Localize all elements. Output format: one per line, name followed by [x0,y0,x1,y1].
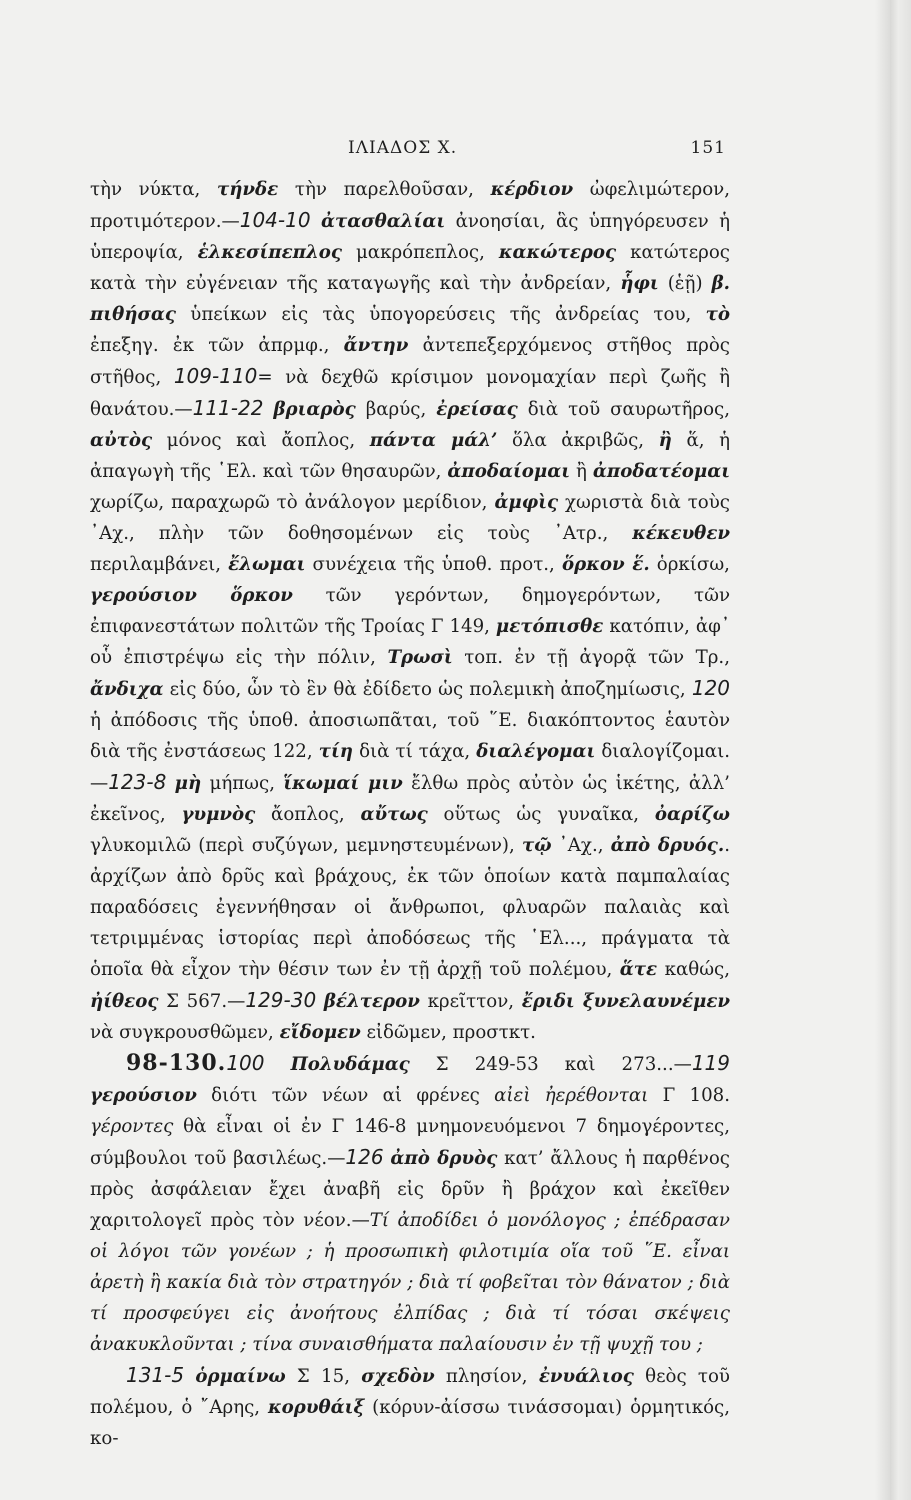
commentary-text [90,174,730,1454]
paragraph-2: 98-130.100 Πολυδάμας Σ 249-53 καὶ 273...—119 γερούσιον διότι τῶν νέων αἱ φρένες αἰεὶ ἠερέθονται Γ 108. γέροντες θὰ εἶναι οἱ ἐν Γ 146-8 μνημονευόμενοι 7 δημογέροντες, σύμβουλοι τοῦ βασιλέως.—126 ἀπὸ δρυὸς κατ’ ἄλλους ἡ παρθένος πρὸς ἀσφάλειαν ἔχει ἀναβῆ εἰς δρῦν ἢ βράχον καὶ ἐκεῖθεν χαριτολογεῖ πρὸς τὸν νέον.—Τί ἀποδίδει ὁ μονόλογος ; ἐπέδρασαν οἱ λόγοι τῶν γονέων ; ἡ προσωπικὴ φιλοτιμία οἵα τοῦ ῞Ε. εἶναι ἀρετὴ ἢ κακία διὰ τὸν στρατηγόν ; διὰ τί φοβεῖται τὸν θάνατον ; διὰ τί προσφεύγει εἰς ἀνοήτους ἐλπίδας ; διὰ τί τόσαι σκέψεις ἀνακυκλοῦνται ; τίνα συναισθήματα παλαίουσιν ἐν τῇ ψυχῇ του ; [90,1050,731,1355]
page-number: 151 [690,138,726,158]
page-gutter-shadow [875,0,890,1500]
paragraph-3: 131-5 ὁρμαίνω Σ 15, σχεδὸν πλησίον, ἐνυάλιος θεὸς τοῦ πολέμου, ὁ ῎Αρης, κορυθάιξ (κόρυν-ἀίσσω τινάσσομαι) ὁρμητικός, κο- [90,1363,730,1449]
page-edge [890,0,911,1500]
running-title: ΙΛΙΑΔΟΣ Χ. [348,138,458,158]
paragraph-1: τὴν νύκτα, τήνδε τὴν παρελθοῦσαν, κέρδιον ὠφελιμώτερον, προτιμότερον.—104-10 ἀτασθαλίαι ἀνοησίαι, ἃς ὑπηγόρευσεν ἡ ὑπεροψία, ἑλκεσίπεπλος μακρόπεπλος, κακώτερος κατώτερος κατὰ τὴν εὐγένειαν τῆς καταγωγῆς καὶ τὴν ἀνδρείαν, ἧφι (ἑῇ) β. πιθήσας ὑπείκων εἰς τὰς ὑπογορεύσεις τῆς ἀνδρείας του, τὸ ἐπεξηγ. ἐκ τῶν ἀπρμφ., ἄντην ἀντεπεξερχόμενος στῆθος πρὸς στῆθος, 109-110= νὰ δεχθῶ κρίσιμον μονομαχίαν περὶ ζωῆς ἢ θανάτου.—111-22 βριαρὸς βαρύς, ἐρείσας διὰ τοῦ σαυρωτῆρος, αὐτὸς μόνος καὶ ἄοπλος, πάντα μάλ’ ὅλα ἀκριβῶς, ἢ ἅ, ἡ ἀπαγωγὴ τῆς ῾Ελ. καὶ τῶν θησαυρῶν, ἀποδαίομαι ἢ ἀποδατέομαι χωρίζω, παραχωρῶ τὸ ἀνάλογον μερίδιον, ἀμφὶς χωριστὰ διὰ τοὺς ᾿Αχ., πλὴν τῶν δοθησομένων εἰς τοὺς ᾿Ατρ., κέκευθεν περιλαμβάνει, ἔλωμαι συνέχεια τῆς ὑποθ. προτ., ὅρκον ἕ. ὁρκίσω, γερούσιον ὅρκον τῶν γερόντων, δημογερόντων, τῶν ἐπιφανεστάτων πολιτῶν τῆς Τροίας Γ 149, μετόπισθε κατόπιν, ἀφ᾿ οὗ ἐπιστρέψω εἰς τὴν πόλιν, Τρωσὶ τοπ. ἐν τῇ ἀγορᾷ τῶν Τρ., ἄνδιχα εἰς δύο, ὧν τὸ ἓν θὰ ἐδίδετο ὡς πολεμικὴ ἀποζημίωσις, 120 ἡ ἀπόδοσις τῆς ὑποθ. ἀποσιωπᾶται, τοῦ ῞Ε. διακόπτοντος ἑαυτὸν διὰ τῆς ἐνστάσεως 122, τίη διὰ τί τάχα, διαλέγομαι διαλογίζομαι.—123-8 μὴ μήπως, ἵκωμαί μιν ἔλθω πρὸς αὐτὸν ὡς ἱκέτης, ἀλλ’ ἐκεῖνος, γυμνὸς ἄοπλος, αὔτως οὕτως ὡς γυναῖκα, ὀαρίζω γλυκομιλῶ (περὶ συζύγων, μεμνηστευμένων), τῷ ᾿Αχ., ἀπὸ δρυός.. ἀρχίζων ἀπὸ δρῦς καὶ βράχους, ἐκ τῶν ὁποίων κατὰ παμπαλαίας παραδόσεις ἐγεννήθησαν οἱ ἄνθρωποι, φλυαρῶν παλαιὰς καὶ τετριμμένας ἱστορίας περὶ ἀποδόσεως τῆς ῾Ελ..., πράγματα τὰ ὁποῖα θὰ εἶχον τὴν θέσιν των ἐν τῇ ἀρχῇ τοῦ πολέμου, ἅτε καθώς, ἠίθεος Σ 567.—129-30 βέλτερον κρεῖττον, ἔριδι ξυνελαυνέμεν νὰ συγκρουσθῶμεν, εἴδομεν εἰδῶμεν, προστκτ. [90,179,731,1043]
running-header [90,138,726,168]
